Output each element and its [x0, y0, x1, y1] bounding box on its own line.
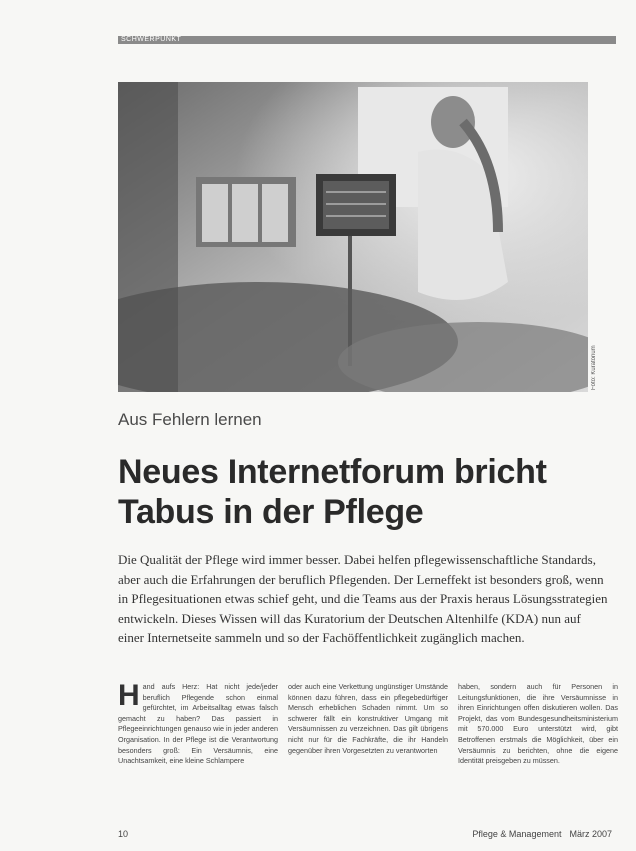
article-headline: Neues Internetforum bricht Tabus in der Pflege [118, 453, 547, 531]
issue-date: März 2007 [569, 829, 612, 839]
body-column-3: haben, sondern auch für Personen in Leitungsfunktionen, die ihre Versäumnisse in ihren Einrichtungen offen diskutieren wollen. Das Projekt, das vom Bundesgesundheitsministerium mit 570.000 Euro unterstützt wird, gibt Betroffenen erstmals die Möglichkeit, über ein Versäumnis zu berichten, ohne die eigene Identität preisgeben zu müssen. [458, 682, 618, 766]
photo-credit: Foto: Kuratorium [591, 345, 597, 390]
section-label: SCHWERPUNKT [118, 36, 616, 44]
page-number: 10 [118, 829, 129, 839]
article-kicker: Aus Fehlern lernen [118, 410, 262, 429]
article-body [118, 682, 618, 812]
body-column-1 [118, 682, 278, 812]
article-lead: Die Qualität der Pflege wird immer besser. Dabei helfen pflegewissenschaftliche Standards, aber auch die Erfahrungen der beruflich Pflegenden. Der Lerneffekt ist besonders groß, wenn in Pflegesituationen etwas schief geht, und die Teams aus der Praxis heraus Lösungsstrategien entwickeln. Dieses Wissen will das Kuratorium der Deutschen Altenhilfe (KDA) nun auf einer Internetseite sammeln und so der Fachöffentlichkeit zugänglich machen. [118, 552, 608, 645]
body-column-2: oder auch eine Verkettung ungünstiger Umstände können dazu führen, dass ein pflegebedürftiger Mensch erheblichen Schaden nimmt. Um so schwerer fällt ein konstruktiver Umgang mit Versäumnissen zu verzeichnen. Das gilt übrigens nicht nur für die Fachkräfte, die ihr Handeln gegenüber ihren Vorgesetzten zu verantworten [288, 682, 448, 755]
article-photo [118, 82, 588, 392]
footer-publication [464, 829, 612, 839]
drop-cap: H [118, 682, 140, 712]
magazine-name: Pflege & Management [472, 829, 562, 839]
body-column-1-text: and aufs Herz: Hat nicht jede/jeder beruflich Pflegende schon einmal gefürchtet, im Arbeitsalltag etwas falsch gemacht zu haben? Das passiert in Pflegeeinrichtungen genauso wie in jeder anderen Organisation. In der Pflege ist die Verantwortung besonders groß: Ein Versäumnis, eine Unachtsamkeit, eine kleine Schlampere [118, 682, 278, 766]
